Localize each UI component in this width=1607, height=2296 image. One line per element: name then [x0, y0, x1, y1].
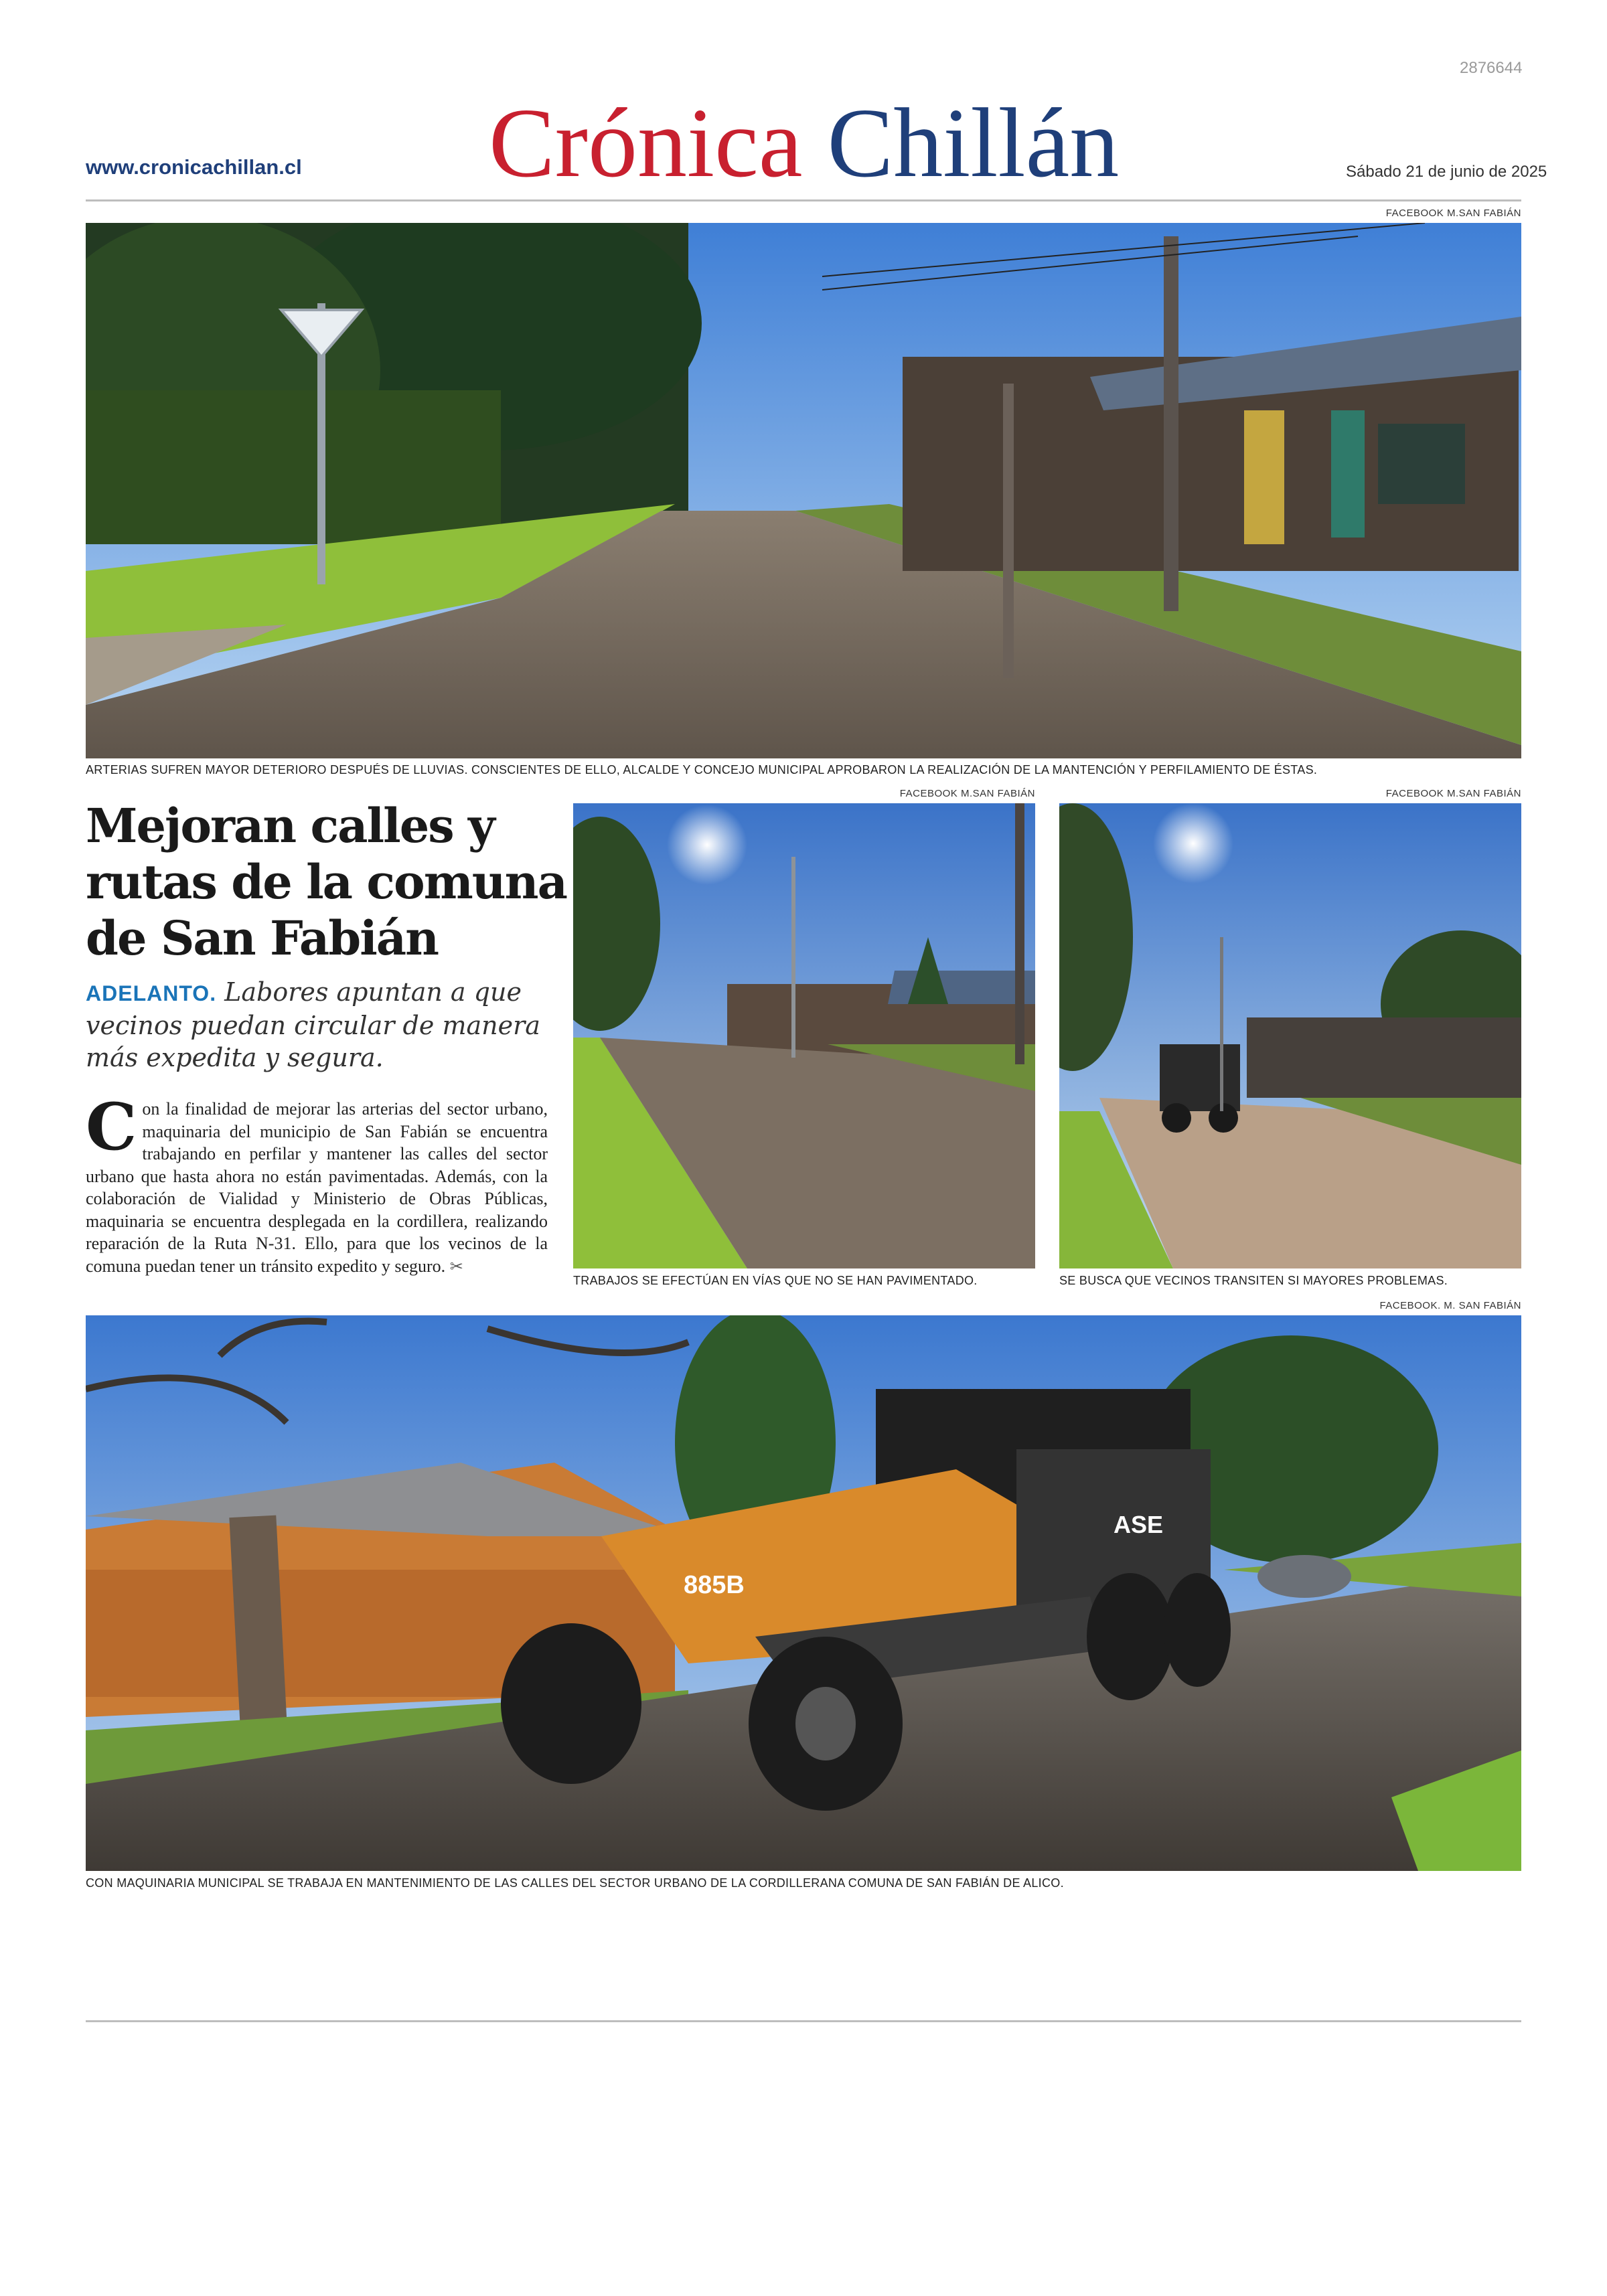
photo-grader-middle-right — [1059, 803, 1521, 1268]
photo-street-middle-left — [573, 803, 1035, 1268]
website-link[interactable]: www.cronicachillan.cl — [86, 155, 302, 179]
footer-rule — [86, 2020, 1521, 2022]
body-text: on la finalidad de mejorar las arterias del sector urbano, maquinaria del municipio de San Fabián se encuentra trabajando en perfilar y mantener las calles del sector urbano que hasta ahora no están pavimentadas. Además, con la colaboración de Vialidad y Ministerio de Obras Públicas, maquinaria se encuentra desplegada en la cordillera, realizando reparación de la Ruta N-31. Ello, para que los vecinos de la comuna puedan tener un tránsito expedito y seguro. — [86, 1099, 548, 1276]
masthead-part1: Crónica — [489, 88, 803, 198]
headline-line: rutas de la comuna — [86, 854, 566, 910]
caption-middle-right: SE BUSCA QUE VECINOS TRANSITEN SI MAYORES PROBLEMAS. — [1059, 1274, 1448, 1287]
caption-top: ARTERIAS SUFREN MAYOR DETERIORO DESPUÉS DE LLUVIAS. CONSCIENTES DE ELLO, ALCALDE Y CONCEJO MUNICIPAL APROBARON LA REALIZACIÓN DE LA MANTENCIÓN Y PERFILAMIENTO DE ÉSTAS. — [86, 763, 1318, 776]
caption-bottom: CON MAQUINARIA MUNICIPAL SE TRABAJA EN MANTENIMIENTO DE LAS CALLES DEL SECTOR URBANO DE LA CORDILLERANA COMUNA DE SAN FABIÁN DE ALICO. — [86, 1876, 1064, 1890]
end-mark-icon: ✂ — [449, 1256, 463, 1276]
photo-credit-middle-right: FACEBOOK M.SAN FABIÁN — [1385, 788, 1521, 799]
machine-model-label: 885B — [684, 1571, 745, 1599]
photo-street-top — [86, 223, 1521, 758]
article-lead — [86, 976, 568, 1074]
document-id: 2876644 — [1460, 59, 1523, 77]
photo-credit-bottom: FACEBOOK. M. SAN FABIÁN — [1379, 1300, 1521, 1311]
header-rule — [86, 199, 1521, 201]
lead-text: Labores apuntan a que vecinos puedan circular de manera más expedita y segura. — [86, 977, 540, 1072]
drop-cap: C — [86, 1089, 137, 1165]
masthead-part2: Chillán — [827, 88, 1120, 198]
photo-credit-middle-left: FACEBOOK M.SAN FABIÁN — [899, 788, 1035, 799]
caption-middle-left: TRABAJOS SE EFECTÚAN EN VÍAS QUE NO SE HAN PAVIMENTADO. — [573, 1274, 978, 1287]
photo-grader-bottom — [86, 1315, 1521, 1871]
masthead-logo — [489, 88, 1120, 198]
issue-date: Sábado 21 de junio de 2025 — [1346, 163, 1547, 181]
article-body — [86, 1089, 548, 1278]
section-kicker: ADELANTO. — [86, 981, 217, 1005]
photo-credit-top: FACEBOOK M.SAN FABIÁN — [1385, 208, 1521, 219]
headline-line: de San Fabián — [86, 910, 439, 966]
headline-line: Mejoran calles y — [86, 798, 494, 853]
machine-brand-label: ASE — [1114, 1511, 1164, 1538]
article-headline — [86, 798, 568, 967]
